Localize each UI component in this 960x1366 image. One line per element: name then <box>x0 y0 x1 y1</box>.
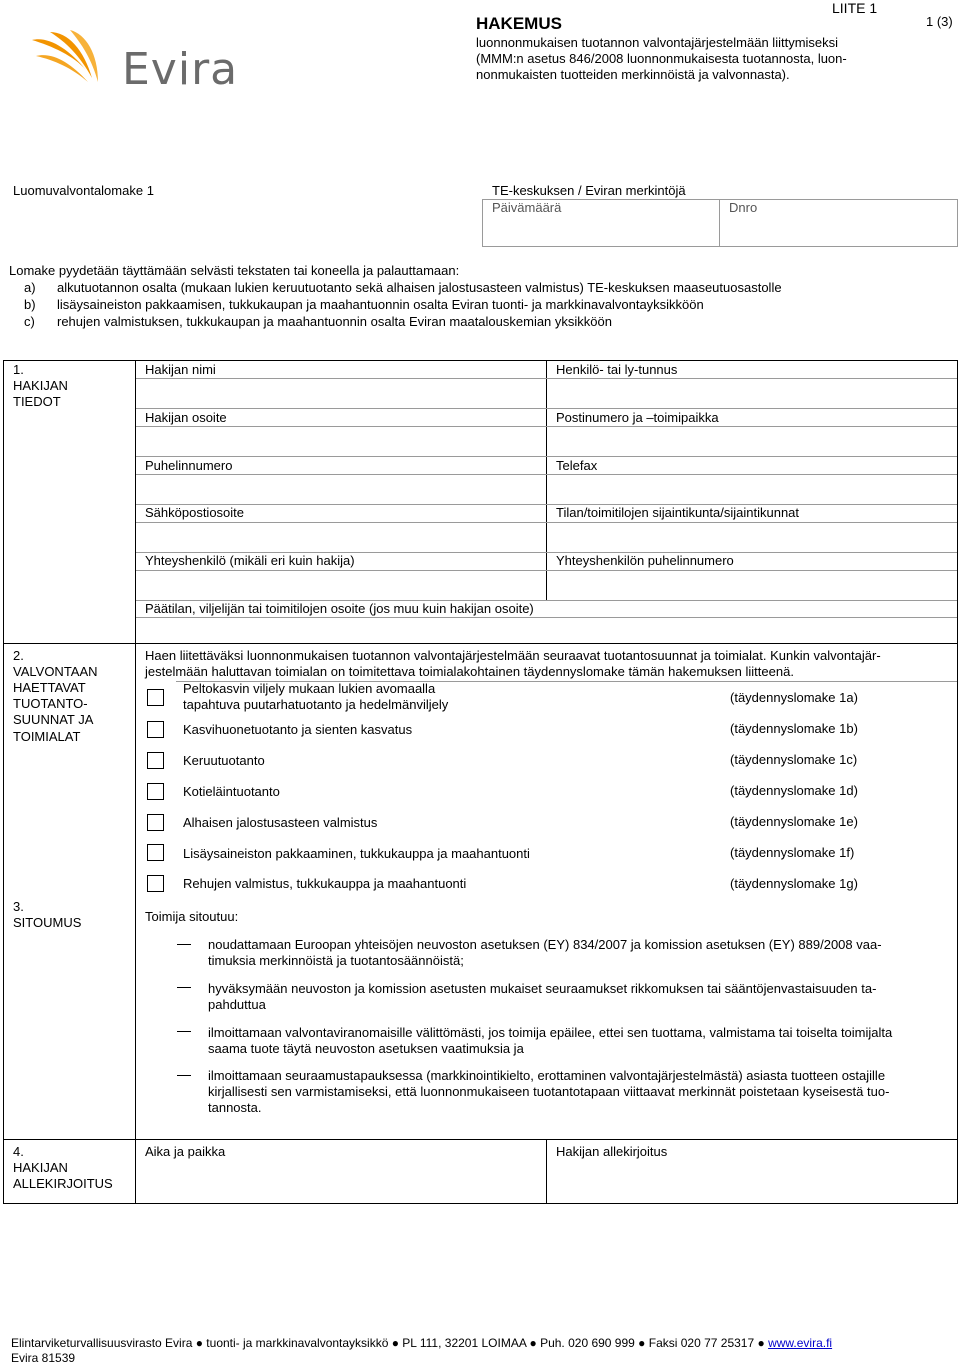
commitment-3-line-2: saama tuote täytä neuvoston asetuksen vaatimuksia ja <box>208 1041 524 1056</box>
section4-label-2: HAKIJAN <box>13 1160 68 1175</box>
section3-label-2: SITOUMUS <box>13 915 82 930</box>
date-place-field[interactable] <box>137 1161 545 1201</box>
applicant-name-field[interactable] <box>137 380 545 407</box>
commitment-dash <box>177 1031 191 1032</box>
website-link[interactable]: www.evira.fi <box>768 1336 833 1350</box>
section2-intro-2: jestelmään haluttavan toimialan on toimitettava toimialakohtainen täydennyslomake tämän hakemuksen liitteenä. <box>145 664 794 679</box>
section1-label-3: TIEDOT <box>13 394 61 409</box>
option-1e-label: Alhaisen jalostusasteen valmistus <box>183 815 378 830</box>
commitment-dash <box>177 1075 191 1076</box>
section4-label-3: ALLEKIRJOITUS <box>13 1176 113 1191</box>
row-sep <box>136 426 957 427</box>
dnro-label: Dnro <box>729 200 758 215</box>
phone-field[interactable] <box>137 476 545 503</box>
subtitle-line-3: nonmukaisten tuotteiden merkinnöistä ja valvonnasta). <box>476 67 790 82</box>
section2-label-6: TOIMIALAT <box>13 729 81 744</box>
instructions-intro: Lomake pyydetään täyttämään selvästi tekstaten tai koneella ja palauttamaan: <box>9 263 460 278</box>
commitment-dash <box>177 987 191 988</box>
postal-code-field[interactable] <box>548 428 956 455</box>
contact-phone-label: Yhteyshenkilön puhelinnumero <box>556 553 734 568</box>
document-title: HAKEMUS <box>476 14 562 33</box>
option-1a-label-1: Peltokasvin viljely mukaan lukien avomaalla <box>183 681 436 696</box>
row-sep <box>136 504 957 505</box>
postal-code-label: Postinumero ja –toimipaikka <box>556 410 719 425</box>
option-1d-form: (täydennyslomake 1d) <box>730 783 858 798</box>
main-address-label: Päätilan, viljelijän tai toimitilojen osoite (jos muu kuin hakijan osoite) <box>145 601 534 616</box>
applicant-address-label: Hakijan osoite <box>145 410 227 425</box>
footer-form-code: Evira 81539 <box>11 1351 76 1365</box>
table-bottom-border <box>3 1203 958 1204</box>
section-divider-2 <box>3 643 958 644</box>
table-right-border <box>957 360 958 1204</box>
commitment-intro: Toimija sitoutuu: <box>145 909 239 924</box>
applicant-id-label: Henkilö- tai ly-tunnus <box>556 362 678 377</box>
option-1b-form: (täydennyslomake 1b) <box>730 721 858 736</box>
row-sep <box>136 617 957 618</box>
checkbox-option-1c[interactable] <box>147 752 164 769</box>
checkbox-option-1g[interactable] <box>147 875 164 892</box>
row-sep <box>136 522 957 523</box>
instruction-letter-c: c) <box>24 314 35 329</box>
section1-mid-divider <box>546 360 547 600</box>
section1-label-1: 1. <box>13 362 24 377</box>
option-1a-label-2: tapahtuva puutarhatuotanto ja hedelmänviljely <box>183 697 449 712</box>
checkbox-option-1d[interactable] <box>147 783 164 800</box>
main-address-field[interactable] <box>137 619 956 642</box>
section3-label-1: 3. <box>13 899 24 914</box>
signature-label: Hakijan allekirjoitus <box>556 1144 668 1159</box>
row-sep <box>136 456 957 457</box>
footer-address: Elintarviketurvallisuusvirasto Evira ● tuonti- ja markkinavalvontayksikkö ● PL 111, 32201 LOIMAA ● Puh. 020 690 999 ● Faksi 020 77 25317 ● <box>11 1336 769 1350</box>
commitment-2-line-1: hyväksymään neuvoston ja komission asetusten mukaiset seuraamukset rikkomuksen tai sääntöjenvastaisuuden ta- <box>208 981 877 996</box>
commitment-4-line-2: kirjallisesti sen varmistamiseksi, että luonnonmukaiseen tuotantotapaan viittaavat merkinnät poistetaan kyseisestä tuo- <box>208 1084 890 1099</box>
section4-mid-divider <box>546 1139 547 1204</box>
commitment-2-line-2: pahduttua <box>208 997 266 1012</box>
phone-label: Puhelinnumero <box>145 458 233 473</box>
option-1e-form: (täydennyslomake 1e) <box>730 814 858 829</box>
table-top-border <box>3 360 958 361</box>
footer-line-1 <box>11 1335 832 1351</box>
commitment-1-line-2: timuksia merkinnöistä ja tuotantosäännöistä; <box>208 953 464 968</box>
section2-label-3: HAETTAVAT <box>13 680 86 695</box>
municipality-label: Tilan/toimitilojen sijaintikunta/sijaintikunnat <box>556 505 800 520</box>
section4-label-1: 4. <box>13 1144 24 1159</box>
commitment-4-line-3: tannosta. <box>208 1100 262 1115</box>
option-1f-form: (täydennyslomake 1f) <box>730 845 855 860</box>
option-1a-form: (täydennyslomake 1a) <box>730 690 858 705</box>
evira-logo <box>28 26 248 106</box>
checkbox-option-1e[interactable] <box>147 814 164 831</box>
date-label: Päivämäärä <box>492 200 562 215</box>
logo-text: Evira <box>122 44 239 95</box>
instruction-text-a: alkutuotannon osalta (mukaan lukien keruutuotanto sekä alhaisen jalostusasteen valmistus) TE-keskuksen maaseutuosastolle <box>57 280 782 295</box>
section-divider-4 <box>3 1139 958 1140</box>
option-1b-label: Kasvihuonetuotanto ja sienten kasvatus <box>183 722 413 737</box>
page-number: 1 (3) <box>926 14 953 29</box>
telefax-label: Telefax <box>556 458 598 473</box>
option-1g-form: (täydennyslomake 1g) <box>730 876 858 891</box>
attachment-label: LIITE 1 <box>832 0 878 16</box>
applicant-name-label: Hakijan nimi <box>145 362 216 377</box>
section2-label-5: SUUNNAT JA <box>13 712 94 727</box>
row-sep <box>136 378 957 379</box>
option-1c-label: Keruutuotanto <box>183 753 265 768</box>
section2-label-4: TUOTANTO- <box>13 696 88 711</box>
date-field[interactable] <box>483 217 718 245</box>
email-label: Sähköpostiosoite <box>145 505 245 520</box>
option-1f-label: Lisäysaineiston pakkaaminen, tukkukauppa ja maahantuonti <box>183 846 530 861</box>
section2-intro-1: Haen liitettäväksi luonnonmukaisen tuotannon valvontajärjestelmään seuraavat tuotantosuunnat ja toimialat. Kunkin valvontajär- <box>145 648 881 663</box>
subtitle-line-2: (MMM:n asetus 846/2008 luonnonmukaisesta tuotannosta, luon- <box>476 51 847 66</box>
contact-phone-field[interactable] <box>548 572 956 599</box>
checkbox-option-1f[interactable] <box>147 844 164 861</box>
office-box-right <box>957 199 958 247</box>
instruction-letter-b: b) <box>24 297 36 312</box>
row-sep <box>136 570 957 571</box>
commitment-dash <box>177 944 191 945</box>
row-sep <box>136 408 957 409</box>
section1-label-2: HAKIJAN <box>13 378 68 393</box>
label-column-divider <box>135 360 136 1204</box>
section2-label-1: 2. <box>13 648 24 663</box>
option-1g-label: Rehujen valmistus, tukkukauppa ja maahantuonti <box>183 876 467 891</box>
commitment-4-line-1: ilmoittamaan seuraamustapauksessa (markkinointikielto, erottaminen valvontajärjestelmästä) asiasta tuotteen ostajille <box>208 1068 886 1083</box>
option-1d-label: Kotieläintuotanto <box>183 784 280 799</box>
instruction-text-c: rehujen valmistuksen, tukkukaupan ja maahantuonnin osalta Eviran maatalouskemian yksikköön <box>57 314 612 329</box>
contact-person-field[interactable] <box>137 572 545 599</box>
checkbox-option-1a[interactable] <box>147 689 164 706</box>
applicant-id-field[interactable] <box>548 380 956 407</box>
commitment-1-line-1: noudattamaan Euroopan yhteisöjen neuvoston asetuksen (EY) 834/2007 ja komission asetuksen (EY) 889/2008 vaa- <box>208 937 882 952</box>
applicant-address-field[interactable] <box>137 428 545 455</box>
telefax-field[interactable] <box>548 476 956 503</box>
row-sep <box>136 474 957 475</box>
commitment-3-line-1: ilmoittamaan valvontaviranomaisille välittömästi, jos toimija epäilee, ettei sen tuottama, valmistama tai toiselta toimijalta <box>208 1025 893 1040</box>
subtitle-line-1: luonnonmukaisen tuotannon valvontajärjestelmään liittymiseksi <box>476 35 839 50</box>
section2-label-2: VALVONTAAN <box>13 664 98 679</box>
office-box-bottom <box>482 246 958 247</box>
table-left-border <box>3 360 4 1204</box>
contact-person-label: Yhteyshenkilö (mikäli eri kuin hakija) <box>145 553 355 568</box>
dnro-field[interactable] <box>720 217 956 245</box>
instruction-letter-a: a) <box>24 280 36 295</box>
instruction-text-b: lisäysaineiston pakkaamisen, tukkukaupan ja maahantuonnin osalta Eviran tuonti- ja markkinavalvontayksikköön <box>57 297 704 312</box>
form-id: Luomuvalvontalomake 1 <box>13 183 154 198</box>
office-heading: TE-keskuksen / Eviran merkintöjä <box>492 183 686 198</box>
email-field[interactable] <box>137 524 545 551</box>
date-place-label: Aika ja paikka <box>145 1144 226 1159</box>
signature-field[interactable] <box>548 1161 956 1201</box>
option-1c-form: (täydennyslomake 1c) <box>730 752 858 767</box>
checkbox-option-1b[interactable] <box>147 721 164 738</box>
municipality-field[interactable] <box>548 524 956 551</box>
